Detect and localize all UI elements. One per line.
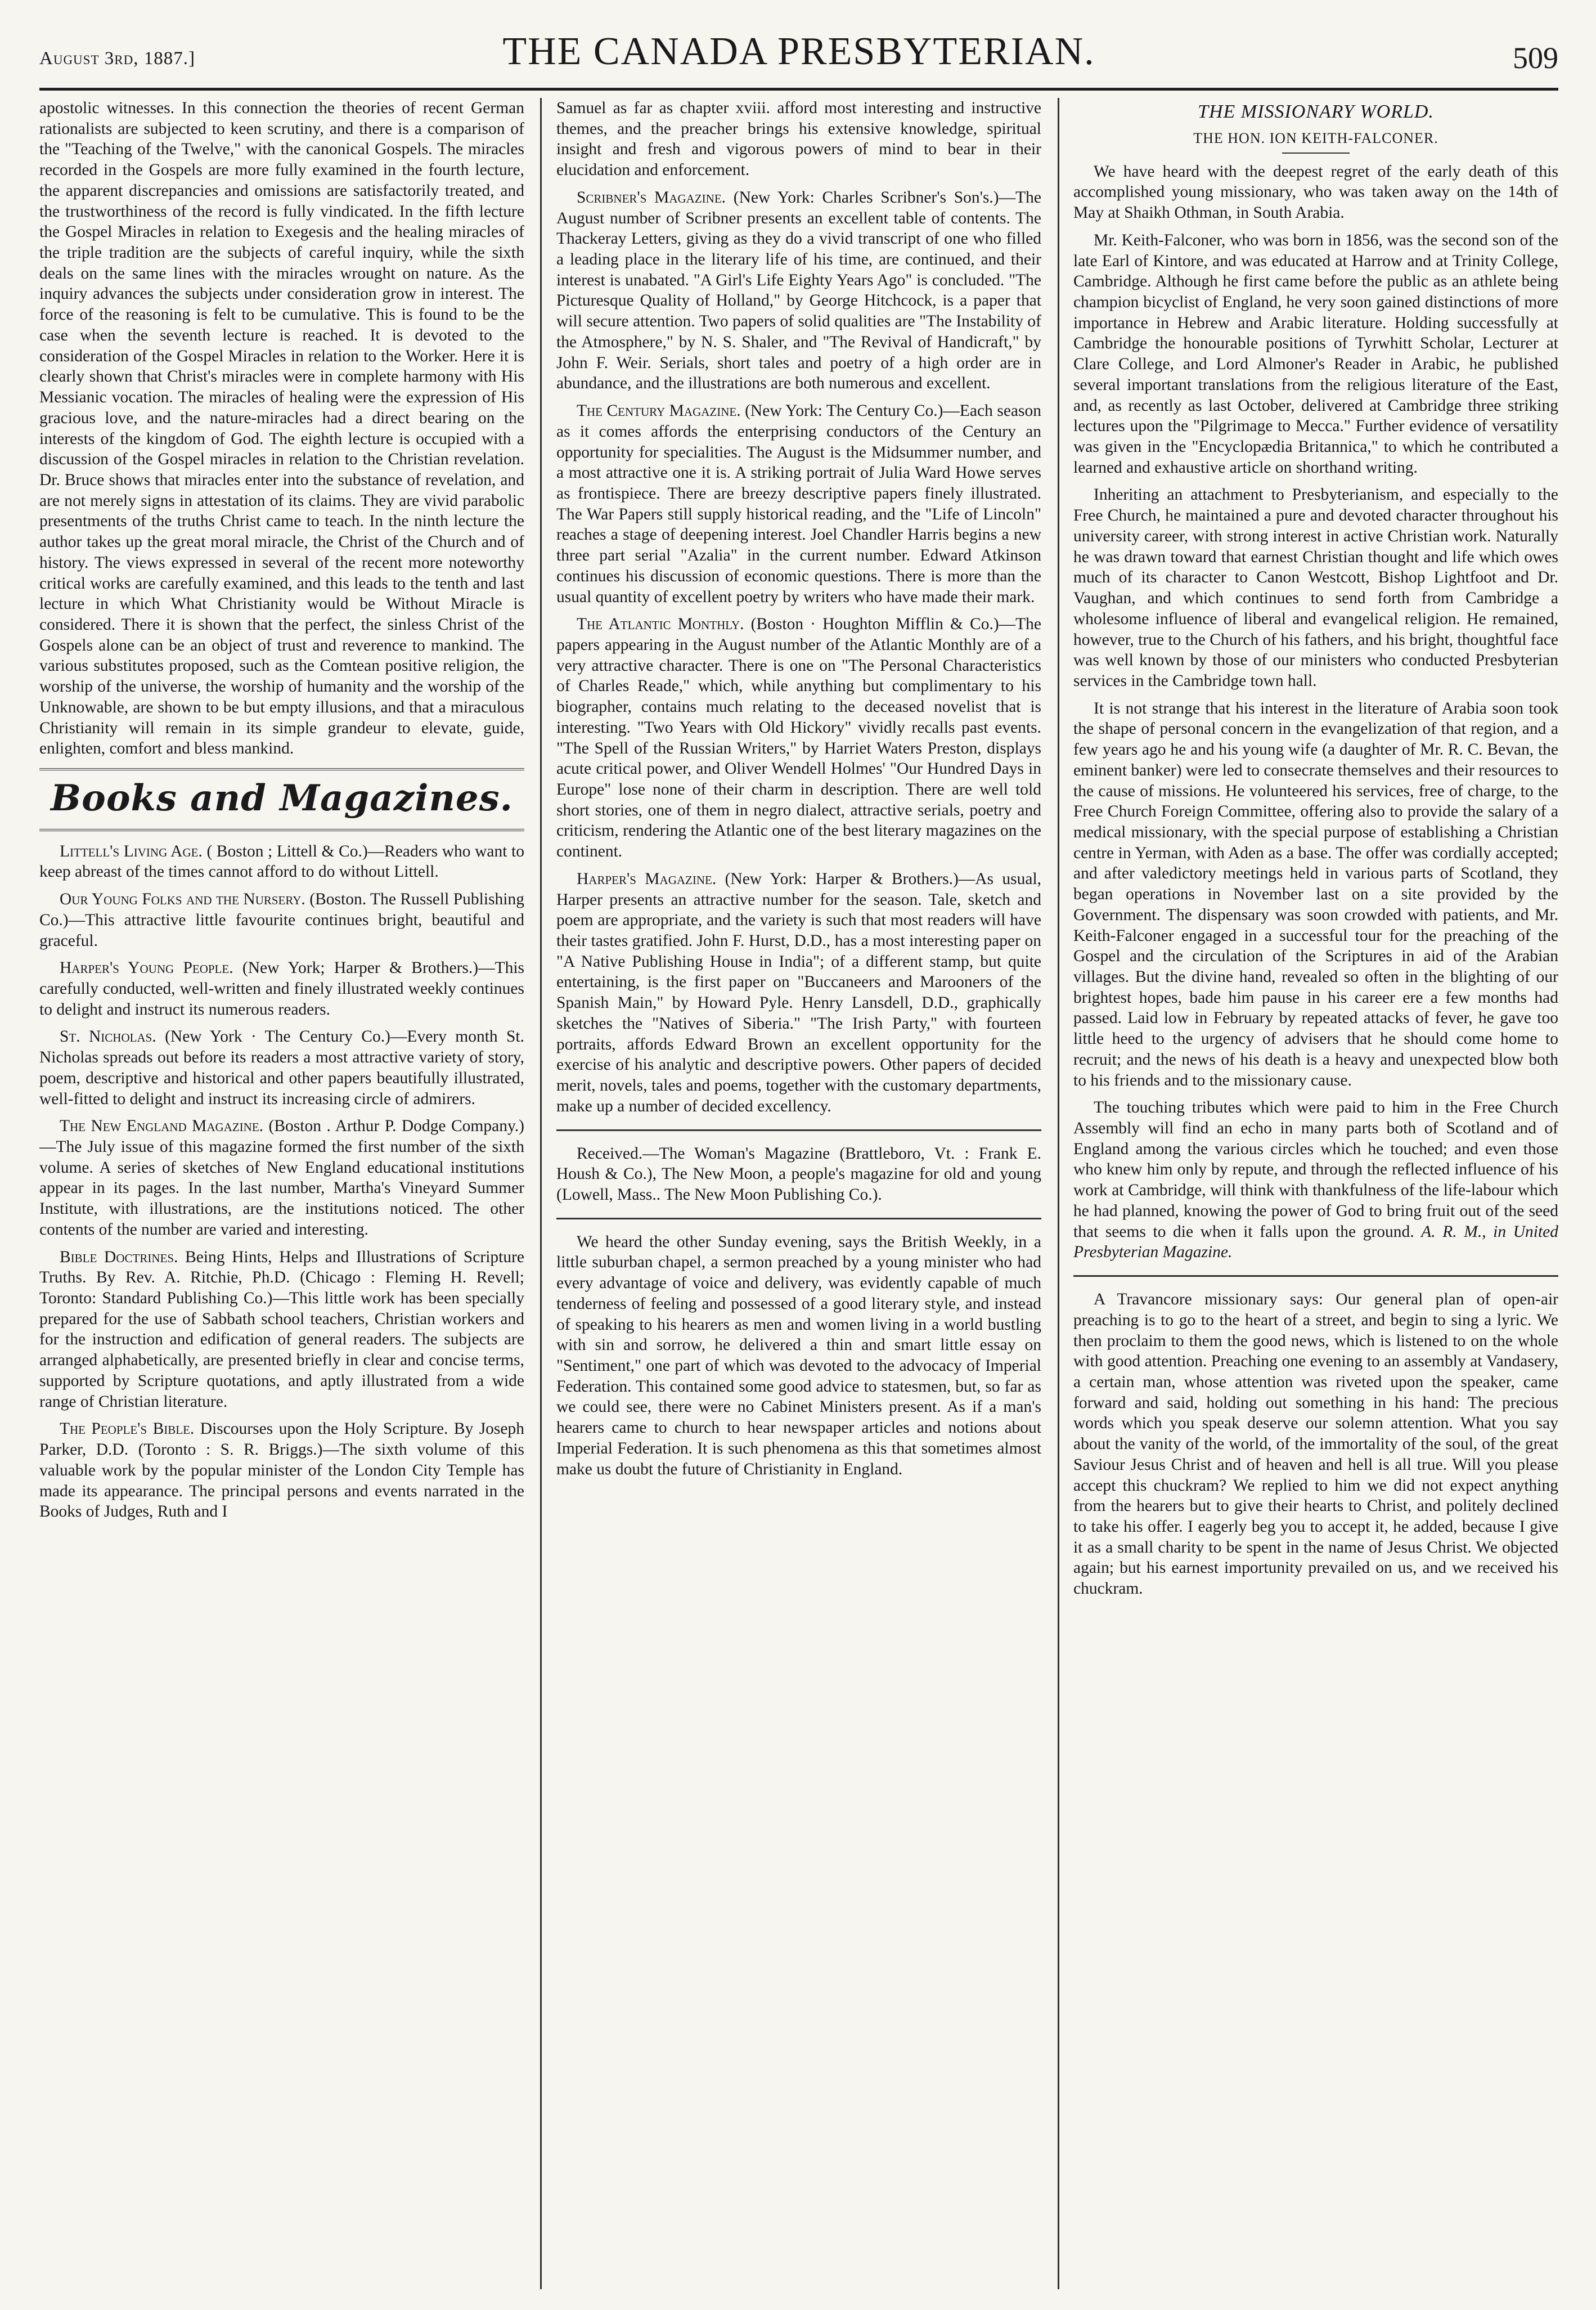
signature: A. R. M., in United Presbyterian Magazine. xyxy=(1073,1222,1558,1262)
review-text: (New York: The Century Co.)—Each season as it comes affords the enterprising conductors of the Century an opportunity for specialities. The August is the Midsummer number, and a most attractive one it is. A striking portrait of Julia Ward Howe serves as frontispiece. There are breezy descriptive papers finely illustrated. The War Papers still supply historical reading, and the "Life of Lincoln" reaches a stage of deepening interest. Joel Chandler Harris begins a new three part serial "Azalia" in the current number. Edward Atkinson continues his discussion of economic questions. There is more than the usual quantity of excellent poetry by writers who have made their mark. xyxy=(556,402,1041,606)
review-entry xyxy=(556,614,1041,862)
review-text: Being Hints, Helps and Illustrations of Scripture Truths. By Rev. A. Ritchie, Ph.D. (Chicago : Fleming H. Revell; Toronto: Standard Publishing Co.)—This little work has been specially prepared for the use of Sabbath school teachers, Christian workers and for the instruction and edification of general readers. The subjects are arranged alphabetically, are presented briefly in clear and concise terms, supported by Scripture quotations, and aptly illustrated from a wide range of Christian literature. xyxy=(39,1248,524,1411)
review-entry xyxy=(39,1247,524,1412)
review-title: Bible Doctrines. xyxy=(60,1248,178,1266)
british-weekly-paragraph: We heard the other Sunday evening, says the British Weekly, in a little suburban chapel, a sermon preached by a young minister who had every advantage of voice and delivery, was evidently capable of much tenderness of feeling and possessed of a good literary style, and instead of speaking to his hearers as men and women living in a world bustling with sin and sorrow, he delivered a thin and smart little essay on "Sentiment," one part of which was devoted to the advocacy of Imperial Federation. This contained some good advice to statesmen, but, so far as we could see, there were no Cabinet Ministers present. As if a man's hearers came to church to hear newspaper articles and notions about Imperial Federation. It is such phenomena as this that sometimes almost make us doubt the future of Christianity in England. xyxy=(556,1232,1041,1478)
obituary-heading-text: THE HON. ION KEITH-FALCONER. xyxy=(1193,130,1438,147)
masthead-title: THE CANADA PRESBYTERIAN. xyxy=(502,30,1095,73)
obituary-text: The touching tributes which were paid to him in the Free Church Assembly will find an echo in many parts both of Scotland and of England among the various circles which he touched; and even those who knew him only by repute, and through the reflected influence of his work at Cambridge, will think with thankfulness of the life-labour which he had planned, knowing the power of God to bring fruit out of the seed that seems to die when it falls upon the ground. xyxy=(1073,1098,1558,1241)
review-text: (Boston . Arthur P. Dodge Company.)—The July issue of this magazine formed the first number of the sixth volume. A series of sketches of New England educational institutions appear in its pages. In the last number, Martha's Vineyard Summer Institute, with illustrations, are the institutions noticed. The other contents of the number are varied and interesting. xyxy=(39,1117,524,1239)
review-text: ( Boston ; Littell & Co.)—Readers who want to keep abreast of the times cannot afford to do without Littell. xyxy=(39,842,524,881)
newspaper-page xyxy=(39,21,1558,2289)
running-head xyxy=(39,21,1558,91)
divider xyxy=(556,1129,1041,1131)
review-entry xyxy=(556,869,1041,1117)
article-continuation: apostolic witnesses. In this connection the theories of recent German rationalists are subjected to keen scrutiny, and there is a comparison of the "Teaching of the Twelve," with the canonical Gospels. The miracles recorded in the Gospels are more fully examined in the fourth lecture, the apparent discrepancies and omissions are satisfactorily treated, and the trustworthiness of the record is fully vindicated. In the fifth lecture the Gospel Miracles in relation to Exegesis and the healing miracles of the triple tradition are the subjects of careful inquiry, while the sixth deals on the same lines with the miracles wrought on nature. As the inquiry advances the subjects under consideration grow in interest. The force of the reasoning is felt to be cumulative. This is found to be the case when the seventh lecture is reached. It is devoted to the consideration of the Gospel Miracles in relation to the Worker. Here it is clearly shown that Christ's miracles were in complete harmony with His Messianic vocation. The miracles of healing were the expression of His gracious love, and the nature-miracles had a direct bearing on the interests of the kingdom of God. The eighth lecture is occupied with a discussion of the Gospel miracles in relation to the Christian revelation. Dr. Bruce shows that miracles enter into the substance of revelation, and are not merely signs in attestation of its claims. They are vivid parabolic presentments of the truths Christ came to teach. In the ninth lecture the author takes up the great moral miracle, the Christ of the Church and of history. The views expressed in several of the recent more noteworthy critical works are carefully examined, and this leads to the tenth and last lecture in which What Christianity would be Without Miracle is considered. There it is shown that the perfect, the sinless Christ of the Gospels alone can be an object of trust and reverence to mankind. The various substitutes proposed, such as the Comtean positive religion, the worship of the universe, the worship of humanity and the worship of the Unknowable, are shown to be but empty illusions, and that a miraculous Christianity will remain in its simple grandeur to elevate, guide, enlighten, comfort and bless mankind. xyxy=(39,99,524,758)
review-title: The New England Magazine. xyxy=(60,1117,264,1136)
review-text: (New York; Harper & Brothers.)—This carefully conducted, well-written and finely illustrated weekly continues to delight and instruct its numerous readers. xyxy=(39,959,524,1019)
review-entry xyxy=(39,889,524,951)
review-entry xyxy=(556,401,1041,607)
review-title: Scribner's Magazine. xyxy=(577,188,726,207)
review-text: (New York · The Century Co.)—Every month St. Nicholas spreads out before its readers a most attractive variety of story, poem, descriptive and historical and other papers beautifully illustrated, well-fitted to delight and instruct its increasing circle of admirers. xyxy=(39,1028,524,1108)
review-entry xyxy=(39,1419,524,1522)
review-title: Our Young Folks and the Nursery. xyxy=(60,890,305,909)
review-title: Harper's Young People. xyxy=(60,959,233,977)
section-title: Books and Magazines. xyxy=(39,768,524,831)
review-entry xyxy=(39,1026,524,1109)
review-entry xyxy=(556,187,1041,394)
short-rule xyxy=(1282,152,1350,154)
review-entry xyxy=(39,841,524,882)
received-notice: Received.—The Woman's Magazine (Brattleboro, Vt. : Frank E. Housh & Co.), The New Moon, a people's magazine for old and young (Lowell, Mass.. The New Moon Publishing Co.). xyxy=(556,1144,1041,1204)
column-rule xyxy=(540,98,542,2289)
obituary-paragraph: Mr. Keith-Falconer, who was born in 1856, was the second son of the late Earl of Kintore, and was educated at Harrow and at Trinity College, Cambridge. Although he first came before the public as an athlete being champion bicyclist of England, he very soon gained distinctions of more importance in Hebrew and Arabic literature. Holding successfully at Cambridge the honourable positions of Tyrwhitt Scholar, Lecturer at Clare College, and Lord Almoner's Reader in Arabic, he published several important translations from the religious literature of the East, and, as recently as last October, delivered at Cambridge three striking lectures upon the "Pilgrimage to Mecca." Further evidence of versatility was given in the "Encyclopædia Britannica," to which he contributed a learned and exhaustive article on shorthand writing. xyxy=(1073,231,1558,477)
review-text: (Boston · Houghton Mifflin & Co.)—The papers appearing in the August number of the Atlantic Monthly are of a very attractive character. There is one on "The Personal Characteristics of Charles Reade," which, while anything but complimentary to his biographer, contains much relating to the deceased novelist that is interesting. "Two Years with Old Hickory" vividly recalls past events. "The Spell of the Russian Writers," by Harriet Waters Preston, displays acute critical power, and Oliver Wendell Holmes' "Our Hundred Days in Europe" lose none of their charm in description. There are well told short stories, one of them in negro dialect, attractive serials, poetry and criticism, rendering the Atlantic one of the best literary magazines on the continent. xyxy=(556,615,1041,861)
obituary-paragraph: We have heard with the deepest regret of the early death of this accomplished young missionary, who was taken away on the 14th of May at Shaikh Othman, in South Arabia. xyxy=(1073,162,1558,222)
obituary-paragraph: It is not strange that his interest in the literature of Arabia soon took the shape of personal concern in the evangelization of that region, and a few years ago he and his young wife (a daughter of Mr. R. C. Bevan, the eminent banker) were led to consecrate themselves and their resources to the cause of missions. He volunteered his services, free of charge, to the Free Church Foreign Committee, offering also to provide the salary of a medical missionary, with the special purpose of establishing a Christian centre in Yerman, with Aden as a base. The offer was cordially accepted; and after valedictory meetings held in various parts of Scotland, they began operations in November last on a site provided by the Government. The dispensary was soon crowded with patients, and Mr. Keith-Falconer engaged in a successful tour for the preaching of the Gospel and the circulation of the Scriptures in aid of the Arabian villages. But the divine hand, revealed so often in the blighting of our brightest hopes, bade him pause in his career ere a few months had passed. Laid low in February by repeated attacks of fever, he gave too little heed to the urgency of advisers that he should come home to recruit; and the news of his death is a heavy and unexpected blow both to his friends and to the missionary cause. xyxy=(1073,699,1558,1089)
review-continuation: Samuel as far as chapter xviii. afford most interesting and instructive themes, and the preacher brings his extensive knowledge, spiritual insight and fresh and vigorous powers of mind to bear in their elucidation and enforcement. xyxy=(556,99,1041,180)
review-entry xyxy=(39,958,524,1020)
review-title: St. Nicholas. xyxy=(60,1028,156,1046)
review-text: (New York: Charles Scribner's Son's.)—The August number of Scribner presents an excellent table of contents. The Thackeray Letters, giving as they do a vivid transcript of one who filled a leading place in the literary life of his time, are continued, and their interest is unabated. "A Girl's Life Eighty Years Ago" is concluded. "The Picturesque Quality of Holland," by George Hitchcock, is a paper that will secure attention. Two papers of solid qualities are "The Instability of the Atmosphere," by N. S. Shaler, and "The Revival of Handicraft," by John F. Weir. Serials, short tales and poetry of a high order are in abundance, and the illustrations are both numerous and excellent. xyxy=(556,188,1041,393)
column-1 xyxy=(39,98,524,2289)
travancore-paragraph: A Travancore missionary says: Our general plan of open-air preaching is to go to the heart of a street, and begin to sing a lyric. We then proclaim to them the good news, which is listened to on the whole with good attention. Preaching one evening to an assembly at Vandasery, a certain man, whose attention was riveted upon the speaker, came forward and said, holding out something in his hand: The precious words which you speak deserve our solemn attention. What you say about the vanity of the world, of the immortality of the soul, of the great Saviour Jesus Christ and of heaven and hell is all true. Will you please accept this chuckram? We replied to him we did not expect anything from the hearers but to give their hearts to Christ, and politely declined to take his offer. I eagerly beg you to accept it, he added, because I give it as a small charity to be spent in the name of Jesus Christ. We objected again; but his earnest importunity prevailed on us, and we received his chuckram. xyxy=(1073,1290,1558,1598)
obituary-paragraph: Inheriting an attachment to Presbyterianism, and especially to the Free Church, he maintained a pure and devoted character throughout his university career, with strong interest in active Christian work. Naturally he was drawn toward that earnest Christian thought and life which owes much of its character to Canon Westcott, Bishop Lightfoot and Dr. Vaughan, and which continues to send forth from Cambridge a wholesome influence of liberal and evangelical religion. He remained, however, true to the Church of his fathers, and his bright, thoughtful face was well known by those of our ministers who conducted Presbyterian services in the Cambridge town hall. xyxy=(1073,486,1558,690)
obituary-paragraph xyxy=(1073,1097,1558,1263)
column-2 xyxy=(556,98,1041,2289)
review-title: Littell's Living Age. xyxy=(60,842,203,860)
obituary-heading xyxy=(1073,129,1558,153)
review-title: Harper's Magazine. xyxy=(577,869,717,888)
review-text: Discourses upon the Holy Scripture. By Joseph Parker, D.D. (Toronto : S. R. Briggs.)—The sixth volume of this valuable work by the popular minister of the London City Temple has made its appearance. The principal persons and events narrated in the Books of Judges, Ruth and I xyxy=(39,1420,524,1521)
column-rule xyxy=(1058,98,1059,2289)
review-text: (New York: Harper & Brothers.)—As usual, Harper presents an attractive number for the season. Tale, sketch and poem are appropriate, and the variety is such that most readers will have their tastes gratified. John F. Hurst, D.D., has a most interesting paper on "A Native Publishing House in India"; of a different stamp, but quite entertaining, is the first paper on "Buccaneers and Marooners of the Spanish Main," by Howard Pyle. Henry Lansdell, D.D., graphically sketches the "Natives of Siberia." "The Irish Party," with fourteen portraits, affords Edward Brown an excellent opportunity for the exercise of his analytic and descriptive powers. Other papers of decided merit, novels, tales and poems, together with the customary departments, make up a number of decided excellency. xyxy=(556,869,1041,1115)
review-text: (Boston. The Russell Publishing Co.)—This attractive little favourite continues bright, beautiful and graceful. xyxy=(39,890,524,950)
divider xyxy=(1073,1275,1558,1277)
page-number: 509 xyxy=(1513,41,1558,75)
review-title: The Century Magazine. xyxy=(577,402,741,420)
column-3 xyxy=(1073,98,1558,2289)
divider xyxy=(556,1218,1041,1219)
review-title: The Atlantic Monthly. xyxy=(577,615,744,634)
missionary-world-heading: THE MISSIONARY WORLD. xyxy=(1198,101,1434,122)
review-entry xyxy=(39,1116,524,1240)
issue-date: August 3rd, 1887.] xyxy=(39,48,195,69)
columns xyxy=(39,98,1558,2289)
review-title: The People's Bible. xyxy=(60,1420,195,1438)
